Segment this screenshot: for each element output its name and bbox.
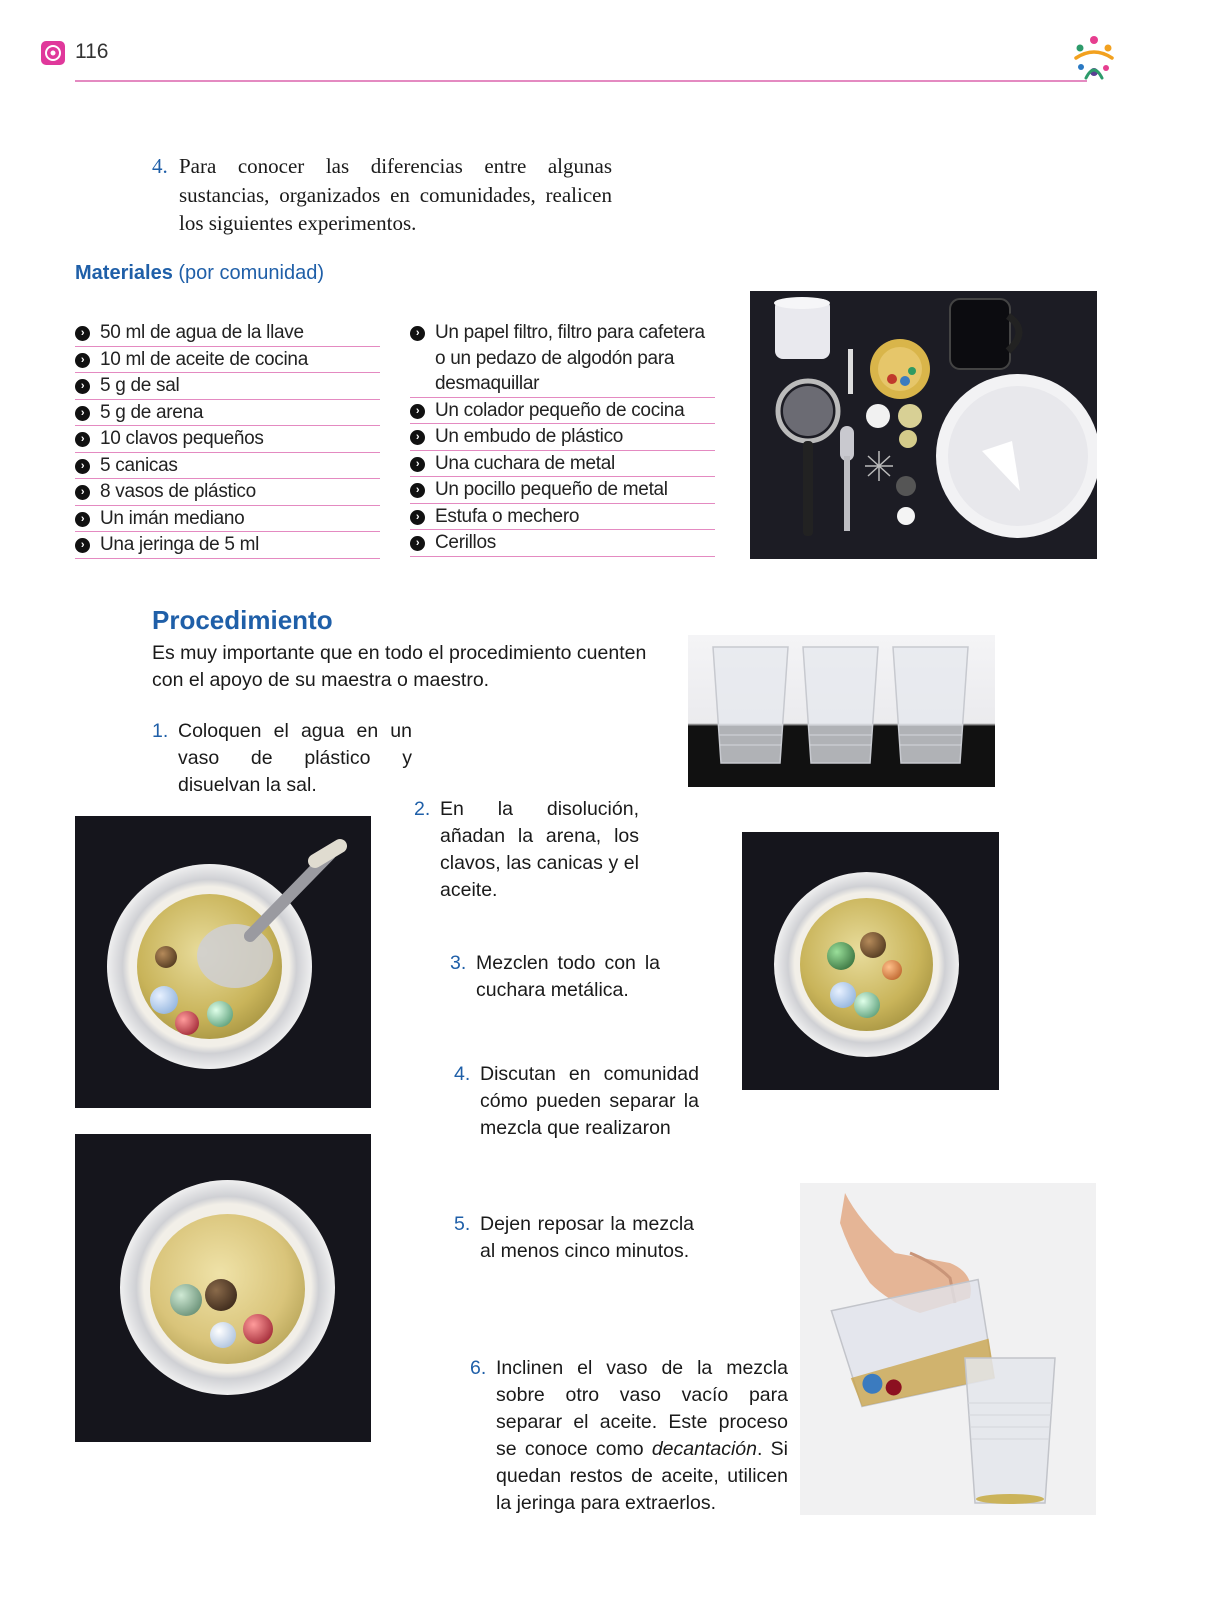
list-item [75,453,380,480]
step-3 [450,950,660,1004]
bullet-icon: › [75,353,90,368]
list-item [75,532,380,559]
three-cups-photo [688,635,995,787]
step-number: 3. [450,952,467,974]
step-text: Dejen reposar la mezcla al menos cinco minutos. [480,1213,694,1262]
list-item [410,504,715,531]
item-text: Un papel filtro, filtro para cafetera o un pedazo de algodón para desmaquillar [435,322,705,394]
list-item [75,479,380,506]
intro-text: Para conocer las diferencias entre algunas sustancias, organizados en comunidades, realicen los siguientes experimentos. [179,154,612,235]
list-item [410,530,715,557]
item-text: Estufa o mechero [435,505,580,527]
bullet-icon: › [410,326,425,341]
bullet-icon: › [75,512,90,527]
item-text: Un colador pequeño de cocina [435,399,685,421]
list-item [75,426,380,453]
step-number: 4. [454,1063,471,1085]
bullet-icon: › [410,404,425,419]
mixture-spoon-photo [75,816,371,1108]
item-text: Un imán mediano [100,507,245,529]
intro-number: 4. [152,154,168,178]
step-text: En la disolución, añadan la arena, los clavos, las canicas y el aceite. [440,798,639,901]
step-text: Mezclen todo con la cuchara metálica. [476,952,660,1001]
bullet-icon: › [410,457,425,472]
item-text: 50 ml de agua de la llave [100,322,304,343]
step-6 [470,1355,788,1517]
list-item [75,347,380,374]
materials-title [75,262,324,285]
mixture-photo [742,832,999,1090]
bullet-icon: › [75,326,90,341]
materials-list-2 [410,320,715,557]
step-5 [454,1211,694,1265]
materials-photo [750,291,1097,559]
bullet-icon: › [75,432,90,447]
bullet-icon: › [75,538,90,553]
item-text: 5 g de sal [100,375,180,396]
logo-icon [1068,32,1120,84]
list-item [410,320,715,398]
bullet-icon: › [75,459,90,474]
list-item [75,506,380,533]
item-text: 10 ml de aceite de cocina [100,348,308,370]
step-2 [414,796,639,904]
step-text-italic: decantación [651,1438,757,1460]
bullet-icon: › [75,485,90,500]
bullet-icon: › [410,430,425,445]
step-number: 5. [454,1213,471,1235]
item-text: 8 vasos de plástico [100,481,256,502]
settled-mixture-photo [75,1134,371,1442]
materials-title-rest: (por comunidad) [172,262,325,284]
procedure-title: Procedimiento [152,605,333,635]
bullet-icon: › [410,483,425,498]
list-item [410,477,715,504]
item-text: Un pocillo pequeño de metal [435,479,668,500]
header-divider [75,80,1087,82]
step-number: 2. [414,798,431,820]
item-text: Una jeringa de 5 ml [100,534,260,555]
page-emblem-icon [40,40,66,66]
procedure-intro: Es muy importante que en todo el procedimiento cuenten con el apoyo de su maestra o maestro. [152,642,647,691]
step-text [470,1355,788,1517]
materials-title-bold: Materiales [75,262,173,284]
decanting-photo [800,1183,1096,1515]
page-number: 116 [75,40,109,63]
bullet-icon: › [75,406,90,421]
step-number: 1. [152,720,169,742]
bullet-icon: › [410,510,425,525]
step-1 [152,718,412,799]
list-item [410,424,715,451]
materials-list-1 [75,320,380,559]
item-text: Cerillos [435,532,496,553]
step-text: Discutan en comunidad cómo pueden separar la mezcla que realizaron [480,1063,699,1139]
list-item [75,373,380,400]
list-item [75,320,380,347]
list-item [75,400,380,427]
step-text-part: . Si quedan restos de aceite, utilicen la jeringa para extraerlos. [496,1438,788,1514]
step-number: 6. [470,1357,487,1379]
step-text: Coloquen el agua en un vaso de plástico y disuelvan la sal. [178,720,412,796]
bullet-icon: › [410,536,425,551]
item-text: 5 canicas [100,454,178,476]
bullet-icon: › [75,379,90,394]
list-item [410,451,715,478]
list-item [410,398,715,425]
item-text: 10 clavos pequeños [100,428,264,449]
step-text-part: Inclinen el vaso de la mezcla sobre otro vaso vacío para separar el aceite. Este proceso se conoce como [496,1357,788,1460]
step-4 [454,1061,699,1142]
item-text: Una cuchara de metal [435,452,615,474]
item-text: 5 g de arena [100,401,204,423]
item-text: Un embudo de plástico [435,426,624,447]
intro-paragraph [152,152,612,238]
